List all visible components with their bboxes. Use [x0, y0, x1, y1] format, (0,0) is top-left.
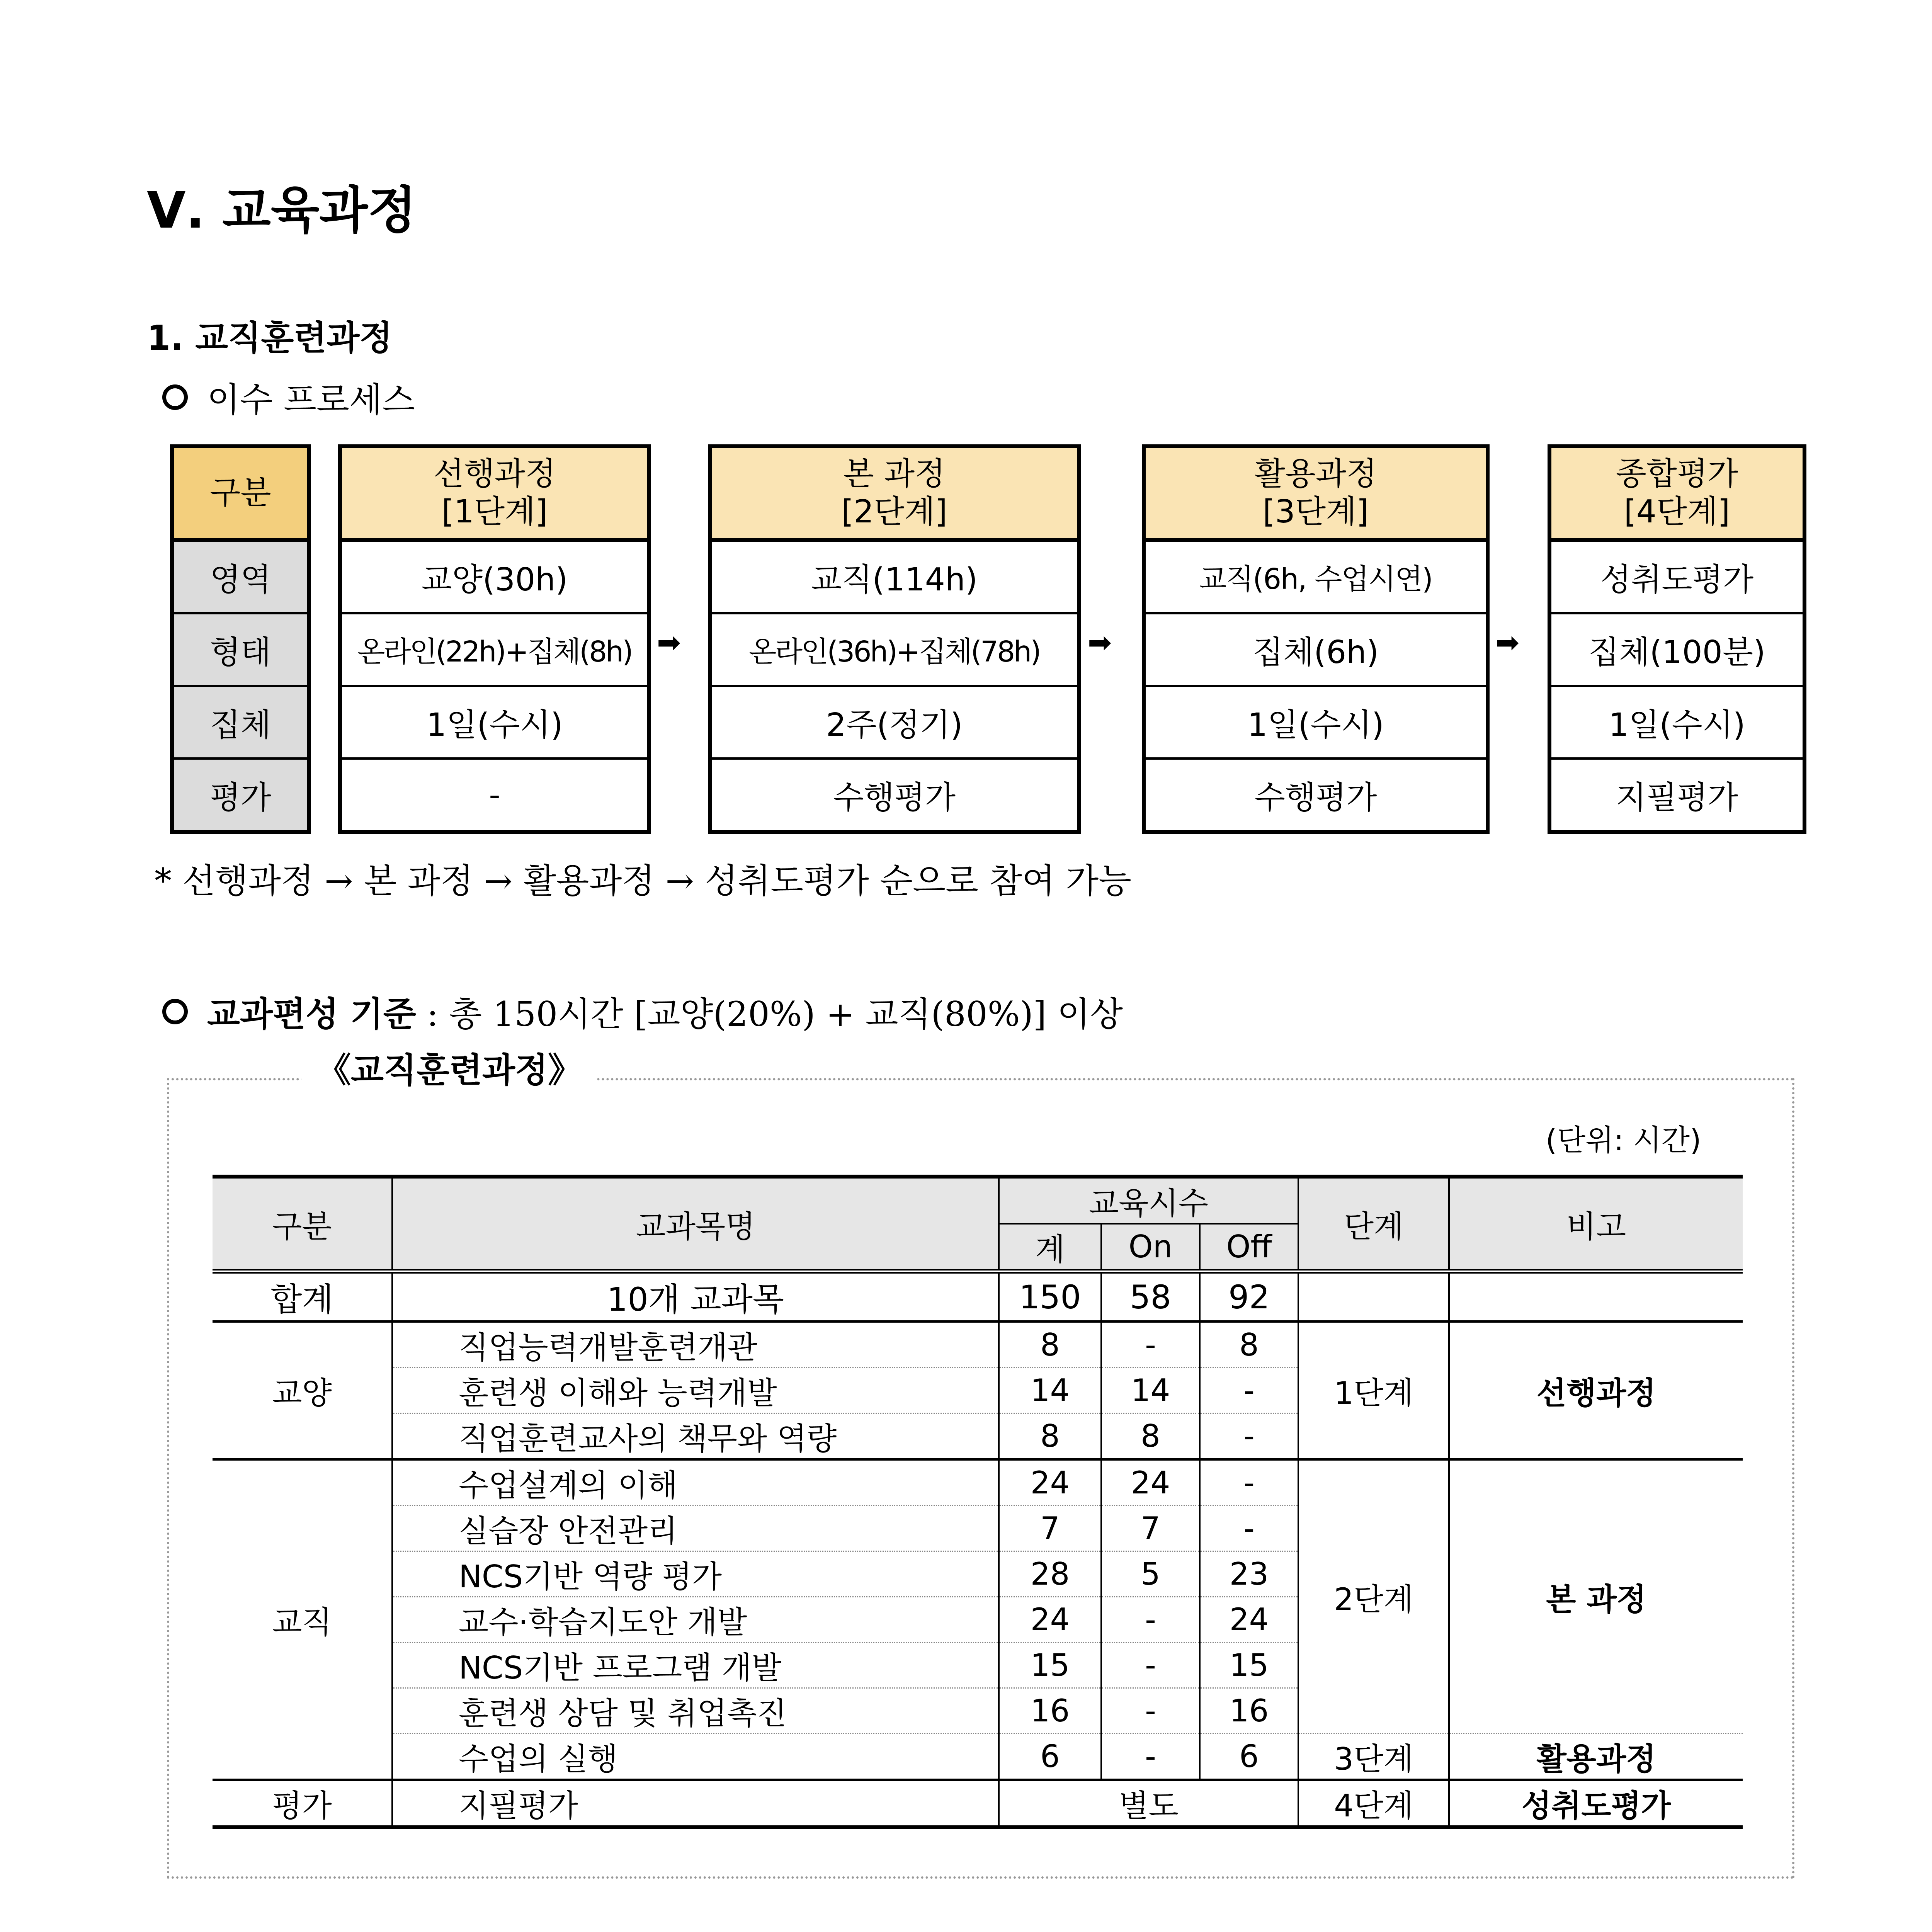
header-remark: 비고	[1449, 1177, 1743, 1271]
right-arrow-icon: ➡	[1088, 626, 1112, 659]
hours-on: -	[1101, 1688, 1200, 1734]
subject-name: 수업의 실행	[392, 1734, 999, 1780]
hours-off: -	[1200, 1459, 1298, 1506]
header-category: 구분	[213, 1177, 392, 1271]
stage-box-4	[1548, 444, 1806, 834]
hours-off: -	[1200, 1413, 1298, 1460]
stage-type: 집체(6h)	[1146, 613, 1486, 686]
right-arrow-icon: ➡	[1495, 626, 1520, 659]
stage-evaluation: 지필평가	[1551, 759, 1803, 830]
hours-total: 24	[999, 1597, 1101, 1643]
hours-total: 24	[999, 1459, 1101, 1506]
hours-off: -	[1200, 1506, 1298, 1551]
group-stage: 4단계	[1298, 1780, 1449, 1827]
unit-label: (단위: 시간)	[1546, 1123, 1701, 1157]
stage-box-3	[1142, 444, 1490, 834]
curriculum-heading	[162, 987, 1123, 1036]
group-remark: 성취도평가	[1521, 1788, 1671, 1824]
hours-total: 16	[999, 1688, 1101, 1734]
evaluation-heading	[162, 1926, 461, 1932]
sum-on: 58	[1101, 1271, 1200, 1321]
stage-type: 집체(100분)	[1551, 613, 1803, 686]
group-stage: 1단계	[1298, 1321, 1449, 1459]
subject-name: 지필평가	[392, 1780, 999, 1827]
hours-on: 5	[1101, 1551, 1200, 1597]
subject-name: NCS기반 프로그램 개발	[392, 1643, 999, 1688]
hours-off: 23	[1200, 1551, 1298, 1597]
curriculum-heading-bold: 교과편성 기준	[207, 994, 416, 1034]
sum-total: 150	[999, 1271, 1101, 1321]
sum-label: 합계	[213, 1271, 392, 1321]
hours-total: 8	[999, 1413, 1101, 1460]
group-category: 평가	[213, 1780, 392, 1827]
subject-name: 수업설계의 이해	[392, 1459, 999, 1506]
category-header: 구분	[174, 448, 307, 540]
process-category-box	[170, 444, 311, 834]
stage-evaluation: -	[342, 759, 647, 830]
subject-name: 훈련생 이해와 능력개발	[392, 1368, 999, 1413]
header-off: Off	[1200, 1224, 1298, 1271]
sum-off: 92	[1200, 1271, 1298, 1321]
category-type: 형태	[174, 613, 307, 686]
header-hours: 교육시수	[999, 1177, 1298, 1224]
stage-evaluation: 수행평가	[712, 759, 1077, 830]
stage-title: 활용과정 [3단계]	[1146, 448, 1486, 540]
table-row	[213, 1459, 1743, 1506]
subject-name: 실습장 안전관리	[392, 1506, 999, 1551]
hours-off: 15	[1200, 1643, 1298, 1688]
curriculum-table	[213, 1175, 1743, 1829]
hours-on: 8	[1101, 1413, 1200, 1460]
section-title: Ⅴ. 교육과정	[147, 181, 417, 240]
evaluation-heading-text	[207, 1926, 461, 1932]
process-note: * 선행과정 → 본 과정 → 활용과정 → 성취도평가 순으로 참여 가능	[155, 861, 1132, 901]
hours-separate: 별도	[999, 1780, 1298, 1827]
process-heading-text: 이수 프로세스	[207, 380, 415, 420]
table-row	[213, 1321, 1743, 1368]
header-total: 계	[999, 1224, 1101, 1271]
stage-title: 선행과정 [1단계]	[342, 448, 647, 540]
group-category: 교직	[213, 1459, 392, 1780]
group-stage: 3단계	[1298, 1734, 1449, 1780]
group-remark: 활용과정	[1536, 1741, 1656, 1777]
subsection-title: 1. 교직훈련과정	[147, 318, 393, 358]
circle-bullet-icon	[162, 384, 188, 410]
group-remark: 선행과정	[1449, 1321, 1743, 1459]
hours-total: 6	[999, 1734, 1101, 1780]
header-subject: 교과목명	[392, 1177, 999, 1271]
subject-name: 직업훈련교사의 책무와 역량	[392, 1413, 999, 1460]
header-on: On	[1101, 1224, 1200, 1271]
stage-box-2	[708, 444, 1081, 834]
hours-on: 7	[1101, 1506, 1200, 1551]
subject-name: 훈련생 상담 및 취업촉진	[392, 1688, 999, 1734]
stage-type: 온라인(22h)+집체(8h)	[342, 613, 647, 686]
hours-off: 16	[1200, 1688, 1298, 1734]
process-heading	[162, 373, 415, 422]
sum-row	[213, 1271, 1743, 1321]
stage-classroom: 1일(수시)	[342, 686, 647, 759]
hours-off: -	[1200, 1368, 1298, 1413]
category-evaluation: 평가	[174, 759, 307, 830]
stage-area: 성취도평가	[1551, 540, 1803, 613]
table-row	[213, 1780, 1743, 1827]
hours-total: 28	[999, 1551, 1101, 1597]
hours-off: 8	[1200, 1321, 1298, 1368]
hours-total: 7	[999, 1506, 1101, 1551]
stage-area: 교직(114h)	[712, 540, 1077, 613]
hours-off: 6	[1200, 1734, 1298, 1780]
hours-off: 24	[1200, 1597, 1298, 1643]
stage-classroom: 1일(수시)	[1551, 686, 1803, 759]
hours-on: -	[1101, 1734, 1200, 1780]
group-stage: 2단계	[1298, 1459, 1449, 1734]
subject-name: NCS기반 역량 평가	[392, 1551, 999, 1597]
group-remark: 본 과정	[1449, 1459, 1743, 1734]
circle-bullet-icon	[162, 999, 188, 1024]
stage-area: 교직(6h, 수업시연)	[1146, 540, 1486, 613]
hours-on: 14	[1101, 1368, 1200, 1413]
stage-classroom: 2주(정기)	[712, 686, 1077, 759]
hours-on: -	[1101, 1321, 1200, 1368]
category-area: 영역	[174, 540, 307, 613]
hours-total: 14	[999, 1368, 1101, 1413]
stage-title: 종합평가 [4단계]	[1551, 448, 1803, 540]
subject-name: 직업능력개발훈련개관	[392, 1321, 999, 1368]
header-stage: 단계	[1298, 1177, 1449, 1271]
table-row	[213, 1734, 1743, 1780]
hours-on: -	[1101, 1597, 1200, 1643]
stage-area: 교양(30h)	[342, 540, 647, 613]
stage-classroom: 1일(수시)	[1146, 686, 1486, 759]
hours-on: 24	[1101, 1459, 1200, 1506]
subject-name: 교수·학습지도안 개발	[392, 1597, 999, 1643]
stage-box-1	[338, 444, 651, 834]
hours-total: 15	[999, 1643, 1101, 1688]
category-classroom: 집체	[174, 686, 307, 759]
right-arrow-icon: ➡	[657, 626, 681, 659]
hours-total: 8	[999, 1321, 1101, 1368]
group-category: 교양	[213, 1321, 392, 1459]
stage-title: 본 과정 [2단계]	[712, 448, 1077, 540]
stage-type: 온라인(36h)+집체(78h)	[712, 613, 1077, 686]
stage-evaluation: 수행평가	[1146, 759, 1486, 830]
hours-on: -	[1101, 1643, 1200, 1688]
curriculum-frame-title: 《교직훈련과정》	[301, 1043, 597, 1092]
curriculum-heading-text: : 총 150시간 [교양(20%) + 교직(80%)] 이상	[416, 994, 1123, 1034]
sum-subject: 10개 교과목	[392, 1271, 999, 1321]
